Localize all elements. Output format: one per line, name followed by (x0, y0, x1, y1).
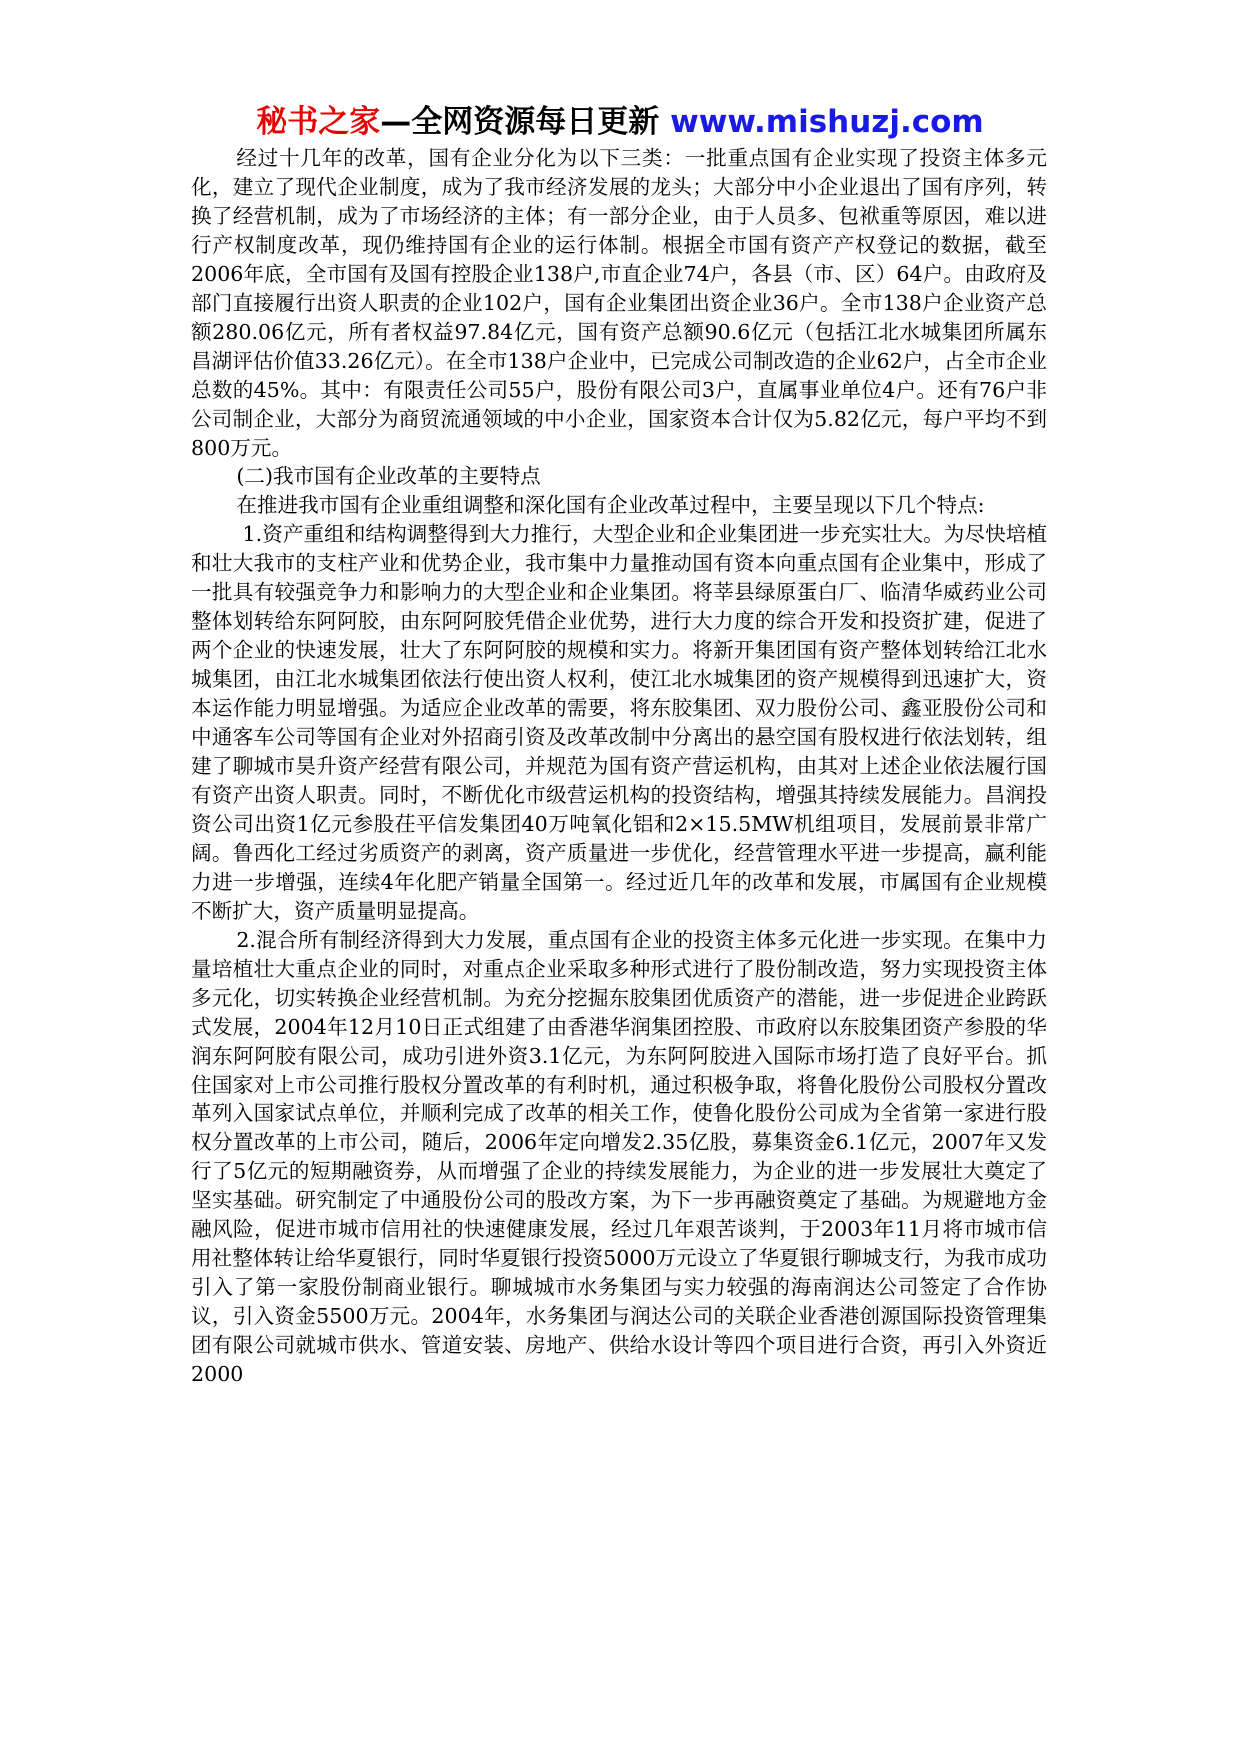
paragraph-point-1: 1.资产重组和结构调整得到大力推行，大型企业和企业集团进一步充实壮大。为尽快培植和壮大我市的支柱产业和优势企业，我市集中力量推动国有资本向重点国有企业集中，形成了一批具有较强竞争力和影响力的大型企业和企业集团。将莘县绿原蛋白厂、临清华威药业公司整体划转给东阿阿胶，由东阿阿胶凭借企业优势，进行大力度的综合开发和投资扩建，促进了两个企业的快速发展，壮大了东阿阿胶的规模和实力。将新开集团国有资产整体划转给江北水城集团，由江北水城集团依法行使出资人权利，使江北水城集团的资产规模得到迅速扩大，资本运作能力明显增强。为适应企业改革的需要，将东胶集团、双力股份公司、鑫亚股份公司和中通客车公司等国有企业对外招商引资及改革改制中分离出的悬空国有股权进行依法划转，组建了聊城市昊升资产经营有限公司，并规范为国有资产营运机构，由其对上述企业依法履行国有资产出资人职责。同时，不断优化市级营运机构的投资结构，增强其持续发展能力。昌润投资公司出资1亿元参股茌平信发集团40万吨氧化铝和2×15.5MW机组项目，发展前景非常广阔。鲁西化工经过劣质资产的剥离，资产质量进一步优化，经营管理水平进一步提高，赢利能力进一步增强，连续4年化肥产销量全国第一。经过近几年的改革和发展，市属国有企业规模不断扩大，资产质量明显提高。 (191, 522, 1047, 923)
section-heading: (二)我市国有企业改革的主要特点 (236, 464, 541, 489)
site-brand: 秘书之家 (256, 104, 381, 140)
paragraph-intro: 在推进我市国有企业重组调整和深化国有企业改革过程中，主要呈现以下几个特点: (236, 493, 985, 518)
site-header (0, 100, 1240, 144)
site-url-link[interactable]: www.mishuzj.com (670, 104, 984, 140)
site-tagline: —全网资源每日更新 (380, 104, 671, 140)
paragraph-overview: 经过十几年的改革，国有企业分化为以下三类：一批重点国有企业实现了投资主体多元化，建立了现代企业制度，成为了我市经济发展的龙头；大部分中小企业退出了国有序列，转换了经营机制，成为了市场经济的主体；有一部分企业，由于人员多、包袱重等原因，难以进行产权制度改革，现仍维持国有企业的运行体制。根据全市国有资产产权登记的数据，截至2006年底，全市国有及国有控股企业138户,市直企业74户，各县（市、区）64户。由政府及部门直接履行出资人职责的企业102户，国有企业集团出资企业36户。全市138户企业资产总额280.06亿元，所有者权益97.84亿元，国有资产总额90.6亿元（包括江北水城集团所属东昌湖评估价值33.26亿元）。在全市138户企业中，已完成公司制改造的企业62户，占全市企业总数的45%。其中：有限责任公司55户，股份有限公司3户，直属事业单位4户。还有76户非公司制企业，大部分为商贸流通领域的中小企业，国家资本合计仅为5.82亿元，每户平均不到800万元。 (191, 146, 1047, 460)
paragraph-point-2: 2.混合所有制经济得到大力发展，重点国有企业的投资主体多元化进一步实现。在集中力量培植壮大重点企业的同时，对重点企业采取多种形式进行了股份制改造，努力实现投资主体多元化，切实转换企业经营机制。为充分挖掘东胶集团优质资产的潜能，进一步促进企业跨跃式发展，2004年12月10日正式组建了由香港华润集团控股、市政府以东胶集团资产参股的华润东阿阿胶有限公司，成功引进外资3.1亿元，为东阿阿胶进入国际市场打造了良好平台。抓住国家对上市公司推行股权分置改革的有利时机，通过积极争取，将鲁化股份公司股权分置改革列入国家试点单位，并顺利完成了改革的相关工作，使鲁化股份公司成为全省第一家进行股权分置改革的上市公司，随后，2006年定向增发2.35亿股，募集资金6.1亿元，2007年又发行了5亿元的短期融资券，从而增强了企业的持续发展能力，为企业的进一步发展壮大奠定了坚实基础。研究制定了中通股份公司的股改方案，为下一步再融资奠定了基础。为规避地方金融风险，促进市城市信用社的快速健康发展，经过几年艰苦谈判，于2003年11月将市城市信用社整体转让给华夏银行，同时华夏银行投资5000万元设立了华夏银行聊城支行，为我市成功引入了第一家股份制商业银行。聊城城市水务集团与实力较强的海南润达公司签定了合作协议，引入资金5500万元。2004年，水务集团与润达公司的关联企业香港创源国际投资管理集团有限公司就城市供水、管道安装、房地产、供给水设计等四个项目进行合资，再引入外资近2000 (191, 927, 1047, 1387)
document-body (191, 144, 1047, 1389)
